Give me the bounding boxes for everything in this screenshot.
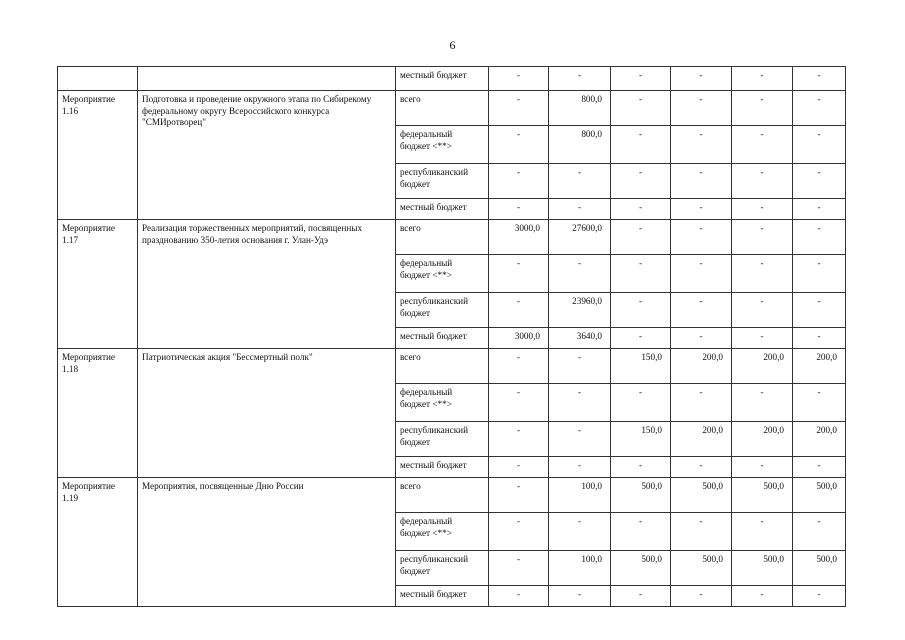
value-cell: 800,0	[549, 126, 611, 164]
value-cell: 3000,0	[489, 328, 549, 349]
value-cell: -	[549, 164, 611, 199]
value-cell: -	[611, 199, 671, 220]
value-cell: 150,0	[611, 422, 671, 457]
value-cell: -	[732, 220, 793, 255]
value-cell: -	[611, 67, 671, 91]
funding-source-cell: всего	[396, 478, 489, 513]
value-cell: -	[489, 67, 549, 91]
funding-source-cell: федеральный бюджет <**>	[396, 384, 489, 422]
value-cell: 200,0	[671, 349, 732, 384]
value-cell: -	[489, 293, 549, 328]
value-cell: -	[793, 513, 846, 551]
value-cell: -	[549, 586, 611, 607]
value-cell: -	[549, 422, 611, 457]
value-cell: 500,0	[671, 478, 732, 513]
value-cell: 3000,0	[489, 220, 549, 255]
value-cell: 500,0	[732, 551, 793, 586]
funding-source-cell: федеральный бюджет <**>	[396, 126, 489, 164]
value-cell: -	[793, 457, 846, 478]
value-cell: 200,0	[732, 422, 793, 457]
value-cell: -	[671, 164, 732, 199]
value-cell: -	[671, 126, 732, 164]
funding-source-cell: федеральный бюджет <**>	[396, 255, 489, 293]
value-cell: -	[489, 164, 549, 199]
value-cell: -	[793, 328, 846, 349]
value-cell: -	[611, 293, 671, 328]
value-cell: -	[489, 126, 549, 164]
value-cell: 500,0	[671, 551, 732, 586]
value-cell: 500,0	[611, 478, 671, 513]
value-cell: -	[671, 91, 732, 126]
value-cell: -	[671, 513, 732, 551]
value-cell: -	[732, 293, 793, 328]
event-id-cell	[58, 67, 138, 91]
value-cell: 800,0	[549, 91, 611, 126]
value-cell: -	[549, 199, 611, 220]
value-cell: -	[671, 328, 732, 349]
event-id-cell: Мероприятие 1.16	[58, 91, 138, 220]
value-cell: -	[549, 457, 611, 478]
value-cell: -	[793, 67, 846, 91]
value-cell: -	[489, 513, 549, 551]
value-cell: 200,0	[793, 349, 846, 384]
value-cell: -	[732, 586, 793, 607]
value-cell: -	[732, 164, 793, 199]
value-cell: -	[793, 293, 846, 328]
value-cell: -	[489, 199, 549, 220]
event-title-cell	[138, 67, 396, 91]
value-cell: -	[611, 126, 671, 164]
value-cell: -	[611, 255, 671, 293]
event-id-cell: Мероприятие 1.17	[58, 220, 138, 349]
funding-source-cell: республиканский бюджет	[396, 422, 489, 457]
value-cell: -	[732, 126, 793, 164]
value-cell: -	[671, 199, 732, 220]
event-title-cell: Подготовка и проведение окружного этапа по Сибирекому федеральному округу Всероссийского конкурса "СМИротворец"	[138, 91, 396, 220]
table-row	[58, 349, 846, 384]
value-cell: -	[793, 586, 846, 607]
value-cell: -	[489, 551, 549, 586]
funding-source-cell: всего	[396, 91, 489, 126]
value-cell: 500,0	[732, 478, 793, 513]
value-cell: -	[611, 164, 671, 199]
funding-source-cell: всего	[396, 349, 489, 384]
value-cell: -	[489, 586, 549, 607]
event-title-cell: Мероприятия, посвященные Дню России	[138, 478, 396, 607]
value-cell: 100,0	[549, 551, 611, 586]
value-cell: -	[732, 513, 793, 551]
value-cell: -	[793, 91, 846, 126]
funding-source-cell: местный бюджет	[396, 328, 489, 349]
event-id-cell: Мероприятие 1.18	[58, 349, 138, 478]
funding-source-cell: республиканский бюджет	[396, 164, 489, 199]
value-cell: -	[793, 384, 846, 422]
value-cell: -	[732, 457, 793, 478]
budget-table	[57, 66, 846, 607]
value-cell: 3640,0	[549, 328, 611, 349]
funding-source-cell: местный бюджет	[396, 457, 489, 478]
value-cell: -	[671, 293, 732, 328]
value-cell: -	[611, 457, 671, 478]
value-cell: -	[732, 91, 793, 126]
value-cell: -	[793, 255, 846, 293]
value-cell: 23960,0	[549, 293, 611, 328]
value-cell: -	[549, 384, 611, 422]
value-cell: -	[671, 67, 732, 91]
value-cell: 100,0	[549, 478, 611, 513]
funding-source-cell: республиканский бюджет	[396, 551, 489, 586]
value-cell: -	[732, 199, 793, 220]
value-cell: -	[489, 255, 549, 293]
funding-source-cell: федеральный бюджет <**>	[396, 513, 489, 551]
value-cell: -	[671, 220, 732, 255]
value-cell: -	[489, 457, 549, 478]
value-cell: -	[611, 328, 671, 349]
value-cell: 200,0	[732, 349, 793, 384]
value-cell: -	[732, 384, 793, 422]
value-cell: 500,0	[793, 551, 846, 586]
table-row	[58, 67, 846, 91]
value-cell: -	[793, 126, 846, 164]
value-cell: -	[793, 164, 846, 199]
value-cell: -	[489, 349, 549, 384]
value-cell: 27600,0	[549, 220, 611, 255]
value-cell: 200,0	[793, 422, 846, 457]
value-cell: 500,0	[793, 478, 846, 513]
value-cell: -	[611, 220, 671, 255]
page-number: 6	[449, 38, 456, 52]
value-cell: -	[611, 586, 671, 607]
funding-source-cell: местный бюджет	[396, 586, 489, 607]
value-cell: -	[732, 67, 793, 91]
value-cell: -	[489, 422, 549, 457]
value-cell: -	[489, 384, 549, 422]
value-cell: 150,0	[611, 349, 671, 384]
value-cell: -	[611, 384, 671, 422]
value-cell: -	[611, 91, 671, 126]
value-cell: -	[732, 255, 793, 293]
value-cell: -	[549, 349, 611, 384]
table-row	[58, 478, 846, 513]
value-cell: -	[549, 255, 611, 293]
value-cell: -	[793, 220, 846, 255]
funding-source-cell: республиканский бюджет	[396, 293, 489, 328]
event-title-cell: Патриотическая акция "Бессмертный полк"	[138, 349, 396, 478]
value-cell: -	[671, 457, 732, 478]
value-cell: 200,0	[671, 422, 732, 457]
value-cell: -	[671, 384, 732, 422]
table-body	[58, 67, 846, 607]
event-id-cell: Мероприятие 1.19	[58, 478, 138, 607]
funding-source-cell: местный бюджет	[396, 67, 489, 91]
value-cell: -	[671, 255, 732, 293]
value-cell: -	[489, 478, 549, 513]
value-cell: -	[732, 328, 793, 349]
value-cell: -	[549, 513, 611, 551]
table-row	[58, 220, 846, 255]
table-row	[58, 91, 846, 126]
event-title-cell: Реализация торжественных мероприятий, посвященных празднованию 350-летия основания г. Улан-Удэ	[138, 220, 396, 349]
funding-source-cell: местный бюджет	[396, 199, 489, 220]
value-cell: -	[671, 586, 732, 607]
funding-source-cell: всего	[396, 220, 489, 255]
value-cell: -	[611, 513, 671, 551]
value-cell: 500,0	[611, 551, 671, 586]
value-cell: -	[793, 199, 846, 220]
value-cell: -	[489, 91, 549, 126]
value-cell: -	[549, 67, 611, 91]
